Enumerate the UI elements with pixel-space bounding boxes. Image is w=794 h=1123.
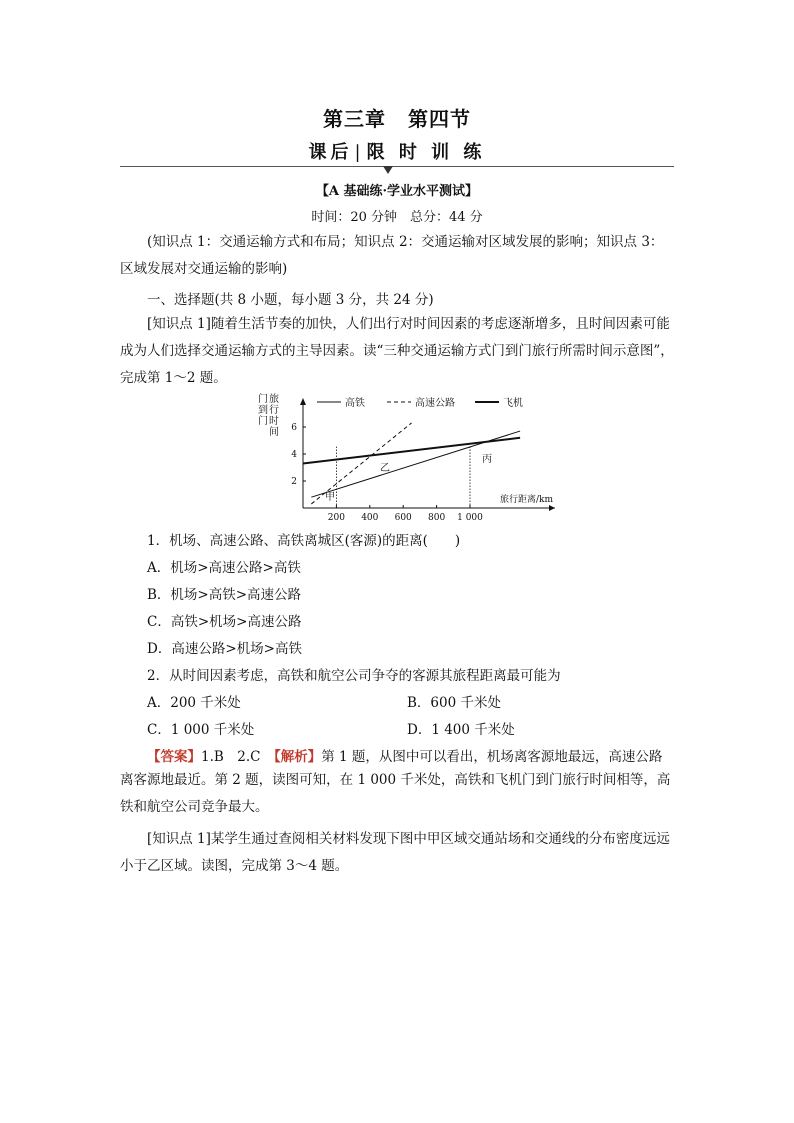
subtitle-a: 课后: [308, 142, 353, 163]
intro-paragraph-1: [知识点 1]随着生活节奏的加快，人们出行对时间因素的考虑逐渐增多，且时间因素可能成为人们选择交通运输方式的主导因素。读“三种交通运输方式门到门旅行所需时间示意图”，完成第 1～2 题。: [120, 316, 674, 386]
y-tick-label: 6: [291, 423, 297, 433]
x-tick-label: 1 000: [457, 513, 483, 523]
y-axis-label-char: 间: [269, 427, 279, 438]
analysis-tag: 【解析】: [274, 749, 322, 765]
question-1-stem: 1．机场、高速公路、高铁离城区(客源)的距离( ): [147, 533, 461, 549]
knowledge-points: (知识点 1：交通运输方式和布局；知识点 2：交通运输对区域发展的影响；知识点 3：区域发展对交通运输的影响): [120, 234, 664, 277]
triangle-marker-icon: [383, 166, 393, 174]
analysis-lead: 第 1 题，从图中可以看出，机场离客源地最远，高速公路: [321, 749, 663, 765]
subtitle: [0, 138, 794, 164]
y-axis-label-char: 到: [258, 405, 268, 416]
region-label: 丙: [482, 454, 492, 465]
y-axis-label-char: 旅: [269, 394, 279, 405]
answer-values: 1.B 2.C: [201, 749, 261, 765]
section-label: 第四节: [408, 107, 471, 131]
legend-label: 飞机: [503, 398, 523, 409]
chart-svg: [255, 388, 565, 523]
x-tick-label: 400: [361, 513, 379, 523]
test-level: 【A 基础练·学业水平测试】: [315, 184, 479, 199]
region-label: 乙: [380, 463, 390, 474]
chart: [255, 388, 565, 523]
y-axis-label-char: 时: [269, 416, 279, 427]
time-line: 时间：20 分钟 总分：44 分: [311, 210, 483, 225]
section-title: 一、选择题(共 8 小题，每小题 3 分，共 24 分): [147, 292, 434, 308]
y-axis-label-char: 门: [258, 416, 268, 427]
y-axis-label-char: 门: [258, 394, 268, 405]
x-tick-label: 800: [428, 513, 446, 523]
subtitle-separator: |: [354, 142, 365, 163]
y-tick-label: 4: [291, 450, 297, 460]
x-axis-arrow-icon: [549, 505, 555, 511]
q1-option-c: C．高铁>机场>高速公路: [147, 614, 302, 630]
question-2-stem: 2．从时间因素考虑，高铁和航空公司争夺的客源其旅程距离最可能为: [147, 668, 561, 684]
q2-option-b: B．600 千米处: [407, 695, 501, 711]
q1-option-a: A．机场>高速公路>高铁: [147, 560, 301, 576]
q1-option-b: B．机场>高铁>高速公路: [147, 587, 302, 603]
q2-option-d: D．1 400 千米处: [407, 722, 515, 738]
x-tick-label: 600: [394, 513, 412, 523]
y-axis-arrow-icon: [300, 398, 306, 405]
chapter-title: [0, 103, 794, 132]
legend-label: 高铁: [345, 398, 365, 409]
header-rule: [120, 166, 674, 167]
answer-tag: 【答案】: [147, 749, 201, 765]
x-tick-label: 200: [327, 513, 345, 523]
legend-label: 高速公路: [415, 398, 455, 409]
q2-option-a: A．200 千米处: [147, 695, 241, 711]
chapter-label: 第三章: [323, 107, 386, 131]
x-axis-label: 旅行距离/km: [499, 495, 553, 505]
answer-line-1: [147, 745, 662, 765]
y-axis-label-char: 行: [269, 405, 279, 416]
q2-option-c: C．1 000 千米处: [147, 722, 255, 738]
region-label: 甲: [325, 492, 335, 503]
analysis-text: 离客源地最近。第 2 题，读图可知，在 1 000 千米处，高铁和飞机门到门旅行时间相等，高铁和航空公司竞争最大。: [120, 772, 671, 815]
intro-paragraph-2: [知识点 1]某学生通过查阅相关材料发现下图中甲区域交通站场和交通线的分布密度远远小于乙区域。读图，完成第 3～4 题。: [120, 831, 670, 874]
y-tick-label: 2: [291, 477, 297, 487]
subtitle-b: 限 时 训 练: [366, 142, 486, 163]
q1-option-d: D．高速公路>机场>高铁: [147, 641, 302, 657]
